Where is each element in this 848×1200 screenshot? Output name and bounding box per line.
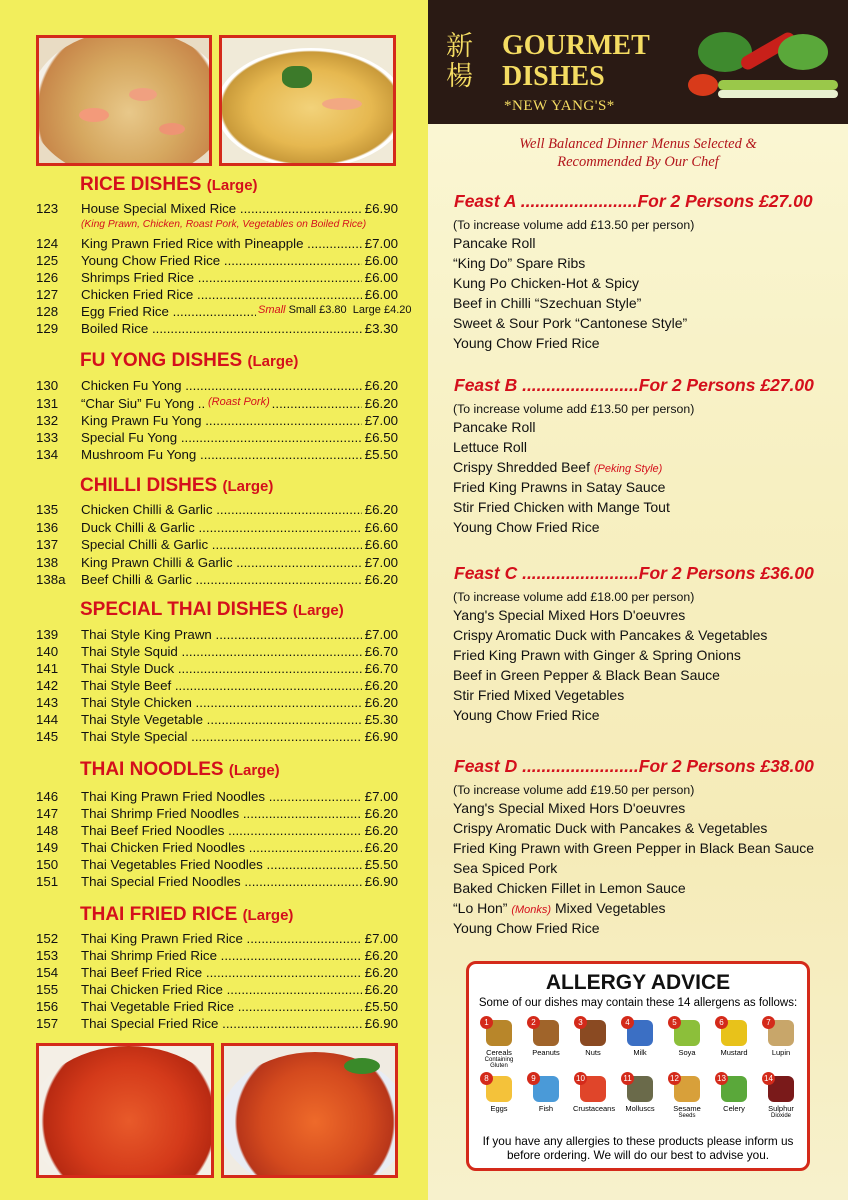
item-name: Thai Chicken Fried Rice ..... bbox=[81, 982, 362, 997]
item-name: Thai Chicken Fried Noodles ..... bbox=[81, 840, 362, 855]
tagline-2: Recommended By Our Chef bbox=[557, 154, 719, 170]
item-number: 155 bbox=[36, 982, 59, 997]
section-title-thai-fried-rice: THAI FRIED RICE (Large) bbox=[80, 904, 294, 925]
allergy-intro: Some of our dishes may contain these 14 allergens as follows: bbox=[478, 997, 798, 1009]
tagline-1: Well Balanced Dinner Menus Selected & bbox=[519, 136, 757, 152]
menu-item-row bbox=[36, 999, 398, 1016]
item-price: £6.90 bbox=[364, 729, 398, 744]
feast-dish: Pancake Roll bbox=[453, 235, 536, 251]
item-price: £6.20 bbox=[364, 396, 398, 411]
item-number: 137 bbox=[36, 537, 59, 552]
allergen-number: 14 bbox=[762, 1072, 775, 1085]
feast-dish: Beef in Green Pepper & Black Bean Sauce bbox=[453, 667, 720, 683]
feast-heading: Feast C ........................For 2 Persons £36.00 bbox=[454, 563, 814, 583]
menu-item-row bbox=[36, 729, 398, 746]
small-label: Small bbox=[258, 304, 289, 316]
item-number: 150 bbox=[36, 857, 59, 872]
allergen-icon bbox=[580, 1020, 606, 1046]
allergen-icon bbox=[486, 1076, 512, 1102]
item-price: £6.20 bbox=[364, 695, 398, 710]
item-price: £7.00 bbox=[364, 236, 398, 251]
item-number: 139 bbox=[36, 627, 59, 642]
item-number: 141 bbox=[36, 661, 59, 676]
feast-dish: Yang's Special Mixed Hors D'oeuvres bbox=[453, 800, 686, 816]
item-number: 127 bbox=[36, 287, 59, 302]
feast-dish: Young Chow Fried Rice bbox=[453, 335, 600, 351]
allergen-number: 3 bbox=[574, 1016, 587, 1029]
item-name: Duck Chilli & Garlic ..... bbox=[81, 520, 362, 535]
item-name: King Prawn Chilli & Garlic ..... bbox=[81, 555, 362, 570]
item-number: 145 bbox=[36, 729, 59, 744]
item-price: £6.20 bbox=[364, 965, 398, 980]
allergy-advice-box bbox=[466, 961, 810, 1171]
item-name: Thai Vegetables Fried Noodles ..... bbox=[81, 857, 362, 872]
item-number: 140 bbox=[36, 644, 59, 659]
item-price: £6.50 bbox=[364, 430, 398, 445]
allergy-footer: If you have any allergies to these products please inform us before ordering. We will do our best to advise you. bbox=[482, 1134, 794, 1162]
menu-item-row bbox=[36, 965, 398, 982]
allergen-number: 10 bbox=[574, 1072, 587, 1085]
item-number: 133 bbox=[36, 430, 59, 445]
item-number: 124 bbox=[36, 236, 59, 251]
chinese-logo: 新 楊 bbox=[446, 31, 473, 92]
feast-dish: Kung Po Chicken-Hot & Spicy bbox=[453, 275, 639, 291]
item-number: 156 bbox=[36, 999, 59, 1014]
menu-item-row bbox=[36, 840, 398, 857]
item-name: Special Fu Yong ..... bbox=[81, 430, 362, 445]
menu-item-row bbox=[36, 823, 398, 840]
large-price: Large £4.20 bbox=[352, 304, 412, 316]
section-title-thai-noodles: THAI NOODLES (Large) bbox=[80, 759, 280, 780]
feast-dish: Yang's Special Mixed Hors D'oeuvres bbox=[453, 607, 686, 623]
menu-item-row bbox=[36, 806, 398, 823]
allergen-number: 7 bbox=[762, 1016, 775, 1029]
menu-item-row bbox=[36, 520, 398, 537]
section-title-chilli: CHILLI DISHES (Large) bbox=[80, 475, 274, 496]
allergen-label: Fish bbox=[538, 1104, 554, 1113]
menu-item-row bbox=[36, 447, 398, 464]
vegetables-illustration bbox=[678, 22, 843, 110]
item-name: Young Chow Fried Rice ..... bbox=[81, 253, 362, 268]
allergen-icon bbox=[768, 1020, 794, 1046]
menu-item-row bbox=[36, 304, 412, 321]
item-number: 138a bbox=[36, 572, 66, 587]
feast-increase-note: (To increase volume add £19.50 per person) bbox=[453, 783, 695, 797]
prawn-dish-photo bbox=[36, 1043, 214, 1178]
allergen-label: Soya bbox=[678, 1048, 696, 1057]
menu-item-row bbox=[36, 678, 398, 695]
item-price: £3.30 bbox=[364, 321, 398, 336]
item-number: 147 bbox=[36, 806, 59, 821]
item-name: Thai Special Fried Rice ..... bbox=[81, 1016, 362, 1031]
item-name: Beef Chilli & Garlic ..... bbox=[81, 572, 362, 587]
section-title-special-thai: SPECIAL THAI DISHES (Large) bbox=[80, 599, 344, 620]
allergen-item bbox=[761, 1076, 801, 1119]
item-name: Thai Beef Fried Noodles ..... bbox=[81, 823, 362, 838]
feast-dish: Young Chow Fried Rice bbox=[453, 519, 600, 535]
item-number: 146 bbox=[36, 789, 59, 804]
item-name: Special Chilli & Garlic ..... bbox=[81, 537, 362, 552]
item-name: Thai Shrimp Fried Noodles ..... bbox=[81, 806, 362, 821]
header-banner bbox=[428, 0, 848, 124]
allergen-icon bbox=[670, 1074, 700, 1102]
feast-dish: Stir Fried Chicken with Mange Tout bbox=[453, 499, 670, 515]
item-name: Thai King Prawn Fried Noodles ..... bbox=[81, 789, 362, 804]
item-number: 143 bbox=[36, 695, 59, 710]
item-price: £7.00 bbox=[364, 413, 398, 428]
peking-style-note: (Peking Style) bbox=[593, 463, 663, 475]
item-number: 136 bbox=[36, 520, 59, 535]
item-name: King Prawn Fried Rice with Pineapple ..... bbox=[81, 236, 362, 251]
allergen-label: Cereals bbox=[486, 1048, 512, 1057]
menu-item-row bbox=[36, 789, 398, 806]
item-number: 128 bbox=[36, 304, 59, 319]
item-price: £5.30 bbox=[364, 712, 398, 727]
item-name: Egg Fried Rice ..... bbox=[81, 304, 362, 319]
item-price: £6.20 bbox=[364, 572, 398, 587]
item-number: 135 bbox=[36, 502, 59, 517]
char-siu-note: (Roast Pork) bbox=[208, 396, 270, 408]
menu-item-row bbox=[36, 661, 398, 678]
allergy-title: ALLERGY ADVICE bbox=[545, 971, 731, 994]
menu-item-row bbox=[36, 857, 398, 874]
item-name: Mushroom Fu Yong ..... bbox=[81, 447, 362, 462]
allergen-number: 6 bbox=[715, 1016, 728, 1029]
allergen-item bbox=[526, 1076, 566, 1113]
rice-note: (King Prawn, Chicken, Roast Pork, Vegetables on Boiled Rice) bbox=[81, 219, 367, 230]
allergen-item bbox=[761, 1020, 801, 1057]
item-price: £6.90 bbox=[364, 1016, 398, 1031]
allergen-icon bbox=[533, 1076, 559, 1102]
feast-dish: Sweet & Sour Pork “Cantonese Style” bbox=[453, 315, 688, 331]
item-price: £5.50 bbox=[364, 857, 398, 872]
item-name: House Special Mixed Rice ..... bbox=[81, 201, 362, 216]
item-name: Thai Special Fried Noodles ..... bbox=[81, 874, 362, 889]
item-price: £6.60 bbox=[364, 520, 398, 535]
allergen-label: Molluscs bbox=[625, 1104, 655, 1113]
item-name: Thai Style Squid ..... bbox=[81, 644, 362, 659]
item-price: £6.00 bbox=[364, 287, 398, 302]
egg-rice-prices bbox=[256, 304, 414, 316]
feast-heading: Feast B ........................For 2 Persons £27.00 bbox=[454, 375, 814, 395]
feast-dish: Crispy Shredded Beef (Peking Style) bbox=[453, 459, 663, 475]
item-number: 144 bbox=[36, 712, 59, 727]
feast-dish: Sea Spiced Pork bbox=[453, 860, 558, 876]
menu-item-row bbox=[36, 572, 398, 589]
item-price: £7.00 bbox=[364, 931, 398, 946]
item-name: Chicken Fu Yong ..... bbox=[81, 378, 362, 393]
feast-dish: Lettuce Roll bbox=[453, 439, 527, 455]
item-price: £6.90 bbox=[364, 201, 398, 216]
item-price: £5.50 bbox=[364, 999, 398, 1014]
menu-item-row bbox=[36, 287, 398, 304]
menu-item-row bbox=[36, 712, 398, 729]
allergen-label: Milk bbox=[633, 1048, 647, 1057]
item-price: £7.00 bbox=[364, 627, 398, 642]
allergen-item bbox=[573, 1074, 616, 1113]
item-number: 149 bbox=[36, 840, 59, 855]
fried-rice-photo bbox=[36, 35, 212, 166]
allergen-item bbox=[714, 1020, 754, 1057]
feast-dish: Young Chow Fried Rice bbox=[453, 920, 600, 936]
allergen-label: Mustard bbox=[720, 1048, 748, 1057]
item-number: 151 bbox=[36, 874, 59, 889]
allergen-number: 11 bbox=[621, 1072, 634, 1085]
allergen-label: Nuts bbox=[585, 1048, 601, 1057]
item-name: Thai Vegetable Fried Rice ..... bbox=[81, 999, 362, 1014]
item-price: £6.00 bbox=[364, 253, 398, 268]
allergen-item bbox=[526, 1020, 566, 1057]
allergen-number: 4 bbox=[621, 1016, 634, 1029]
feast-dish: Fried King Prawn with Green Pepper in Black Bean Sauce bbox=[453, 840, 815, 856]
allergen-icon bbox=[486, 1020, 512, 1046]
feast-dish: Stir Fried Mixed Vegetables bbox=[453, 687, 625, 703]
item-price: £6.90 bbox=[364, 874, 398, 889]
allergen-number: 5 bbox=[668, 1016, 681, 1029]
item-price: £6.20 bbox=[364, 678, 398, 693]
item-number: 134 bbox=[36, 447, 59, 462]
lo-hon-rest: Mixed Vegetables bbox=[554, 900, 666, 916]
item-name: Chicken Chilli & Garlic ..... bbox=[81, 502, 362, 517]
menu-item-row bbox=[36, 627, 398, 644]
allergen-label: Peanuts bbox=[532, 1048, 560, 1057]
monks-note: (Monks) bbox=[511, 904, 552, 916]
feast-increase-note: (To increase volume add £18.00 per person) bbox=[453, 590, 695, 604]
item-price: £6.60 bbox=[364, 537, 398, 552]
allergen-number: 1 bbox=[480, 1016, 493, 1029]
menu-item-row bbox=[36, 874, 398, 891]
allergen-item bbox=[667, 1076, 707, 1119]
item-number: 157 bbox=[36, 1016, 59, 1031]
feast-heading: Feast D ........................For 2 Persons £38.00 bbox=[454, 756, 814, 776]
allergen-icon bbox=[533, 1020, 559, 1046]
item-number: 142 bbox=[36, 678, 59, 693]
menu-item-row bbox=[36, 236, 398, 253]
item-name: Thai Style Beef ..... bbox=[81, 678, 362, 693]
feast-increase-note: (To increase volume add £13.50 per person) bbox=[453, 218, 695, 232]
feast-dish: Crispy Aromatic Duck with Pancakes & Vegetables bbox=[453, 627, 768, 643]
menu-item-row bbox=[36, 413, 398, 430]
item-price: £6.20 bbox=[364, 982, 398, 997]
item-number: 152 bbox=[36, 931, 59, 946]
menu-item-row bbox=[36, 982, 398, 999]
section-title-fu-yong: FU YONG DISHES (Large) bbox=[80, 350, 299, 371]
item-number: 126 bbox=[36, 270, 59, 285]
allergen-icon bbox=[764, 1074, 794, 1102]
item-number: 132 bbox=[36, 413, 59, 428]
item-price: £6.20 bbox=[364, 823, 398, 838]
allergen-number: 8 bbox=[480, 1072, 493, 1085]
item-number: 138 bbox=[36, 555, 59, 570]
allergen-label: Sulphur bbox=[768, 1104, 794, 1113]
allergen-icon bbox=[717, 1074, 747, 1102]
item-name: Thai Style Chicken ..... bbox=[81, 695, 362, 710]
item-price: £6.20 bbox=[364, 948, 398, 963]
feast-dish: Fried King Prawns in Satay Sauce bbox=[453, 479, 666, 495]
allergen-item bbox=[620, 1020, 660, 1057]
item-number: 153 bbox=[36, 948, 59, 963]
item-price: £6.70 bbox=[364, 661, 398, 676]
item-name: Thai Style Vegetable ..... bbox=[81, 712, 362, 727]
feast-dish: Beef in Chilli “Szechuan Style” bbox=[453, 295, 642, 311]
allergen-number: 12 bbox=[668, 1072, 681, 1085]
item-number: 129 bbox=[36, 321, 59, 336]
menu-item-row bbox=[36, 502, 398, 519]
item-name: Chicken Fried Rice ..... bbox=[81, 287, 362, 302]
allergen-item bbox=[667, 1020, 707, 1057]
section-title-rice: RICE DISHES (Large) bbox=[80, 174, 258, 195]
menu-item-row bbox=[36, 201, 398, 218]
header-subtitle: *NEW YANG'S* bbox=[504, 98, 615, 114]
menu-item-row bbox=[36, 321, 398, 338]
menu-item-row bbox=[36, 948, 398, 965]
item-price: £6.70 bbox=[364, 644, 398, 659]
allergen-sub: Dioxide bbox=[770, 1113, 791, 1119]
allergen-icon bbox=[623, 1074, 653, 1102]
item-price: £6.20 bbox=[364, 806, 398, 821]
allergen-label: Sesame bbox=[673, 1104, 701, 1113]
sweet-sour-photo bbox=[221, 1043, 398, 1178]
menu-item-row bbox=[36, 695, 398, 712]
feast-dish: “King Do” Spare Ribs bbox=[453, 255, 586, 271]
item-price: £6.20 bbox=[364, 502, 398, 517]
menu-item-row bbox=[36, 555, 398, 572]
fu-yong-photo bbox=[219, 35, 396, 166]
feast-increase-note: (To increase volume add £13.50 per person) bbox=[453, 402, 695, 416]
item-price: £5.50 bbox=[364, 447, 398, 462]
item-name: Shrimps Fried Rice ..... bbox=[81, 270, 362, 285]
menu-item-row bbox=[36, 253, 398, 270]
allergen-sub: Containing Gluten bbox=[484, 1057, 514, 1069]
allergen-label: Celery bbox=[723, 1104, 745, 1113]
item-name: Thai King Prawn Fried Rice ..... bbox=[81, 931, 362, 946]
item-price: £6.20 bbox=[364, 378, 398, 393]
allergen-item bbox=[479, 1076, 519, 1113]
feast-dish: Young Chow Fried Rice bbox=[453, 707, 600, 723]
item-number: 154 bbox=[36, 965, 59, 980]
allergen-icon bbox=[576, 1074, 606, 1102]
feast-dish: Crispy Aromatic Duck with Pancakes & Vegetables bbox=[453, 820, 768, 836]
menu-item-row bbox=[36, 644, 398, 661]
allergen-icon bbox=[721, 1020, 747, 1046]
item-name: King Prawn Fu Yong ..... bbox=[81, 413, 362, 428]
feast-dish: Fried King Prawn with Ginger & Spring Onions bbox=[453, 647, 741, 663]
feast-heading: Feast A ........................For 2 Persons £27.00 bbox=[454, 191, 813, 211]
menu-item-row bbox=[36, 931, 398, 948]
allergen-number: 13 bbox=[715, 1072, 728, 1085]
allergen-label: Eggs bbox=[490, 1104, 508, 1113]
menu-item-row bbox=[36, 537, 398, 554]
header-title: GOURMET DISHES bbox=[502, 30, 650, 92]
feast-dish: Baked Chicken Fillet in Lemon Sauce bbox=[453, 880, 686, 896]
item-name: Thai Style King Prawn ..... bbox=[81, 627, 362, 642]
item-name: Boiled Rice ..... bbox=[81, 321, 362, 336]
item-price: £7.00 bbox=[364, 555, 398, 570]
item-price: £6.00 bbox=[364, 270, 398, 285]
small-price: Small £3.80 bbox=[288, 304, 347, 316]
allergen-number: 2 bbox=[527, 1016, 540, 1029]
item-name: “Char Siu” Fu Yong ..... bbox=[81, 396, 362, 411]
item-price: £7.00 bbox=[364, 789, 398, 804]
menu-item-row bbox=[36, 396, 398, 413]
item-number: 131 bbox=[36, 396, 59, 411]
allergen-label: Crustaceans bbox=[573, 1104, 616, 1113]
feast-dish: Pancake Roll bbox=[453, 419, 536, 435]
feast-dish: “Lo Hon” (Monks) Mixed Vegetables bbox=[453, 900, 666, 916]
allergen-item bbox=[573, 1020, 613, 1057]
item-number: 148 bbox=[36, 823, 59, 838]
menu-item-row bbox=[36, 378, 398, 395]
allergen-sub: Seeds bbox=[678, 1113, 696, 1119]
item-name: Thai Shrimp Fried Rice ..... bbox=[81, 948, 362, 963]
allergen-label: Lupin bbox=[771, 1048, 791, 1057]
item-name: Thai Style Duck ..... bbox=[81, 661, 362, 676]
item-number: 130 bbox=[36, 378, 59, 393]
allergen-icon bbox=[674, 1020, 700, 1046]
allergen-item bbox=[714, 1076, 754, 1113]
allergen-icon bbox=[627, 1020, 653, 1046]
menu-item-row bbox=[36, 1016, 398, 1033]
menu-item-row bbox=[36, 270, 398, 287]
item-price: £6.20 bbox=[364, 840, 398, 855]
menu-item-row bbox=[36, 430, 398, 447]
item-number: 123 bbox=[36, 201, 59, 216]
item-number: 125 bbox=[36, 253, 59, 268]
allergen-item bbox=[620, 1076, 660, 1113]
item-name: Thai Style Special ..... bbox=[81, 729, 362, 744]
allergen-item bbox=[479, 1020, 519, 1069]
item-name: Thai Beef Fried Rice ..... bbox=[81, 965, 362, 980]
allergen-number: 9 bbox=[527, 1072, 540, 1085]
